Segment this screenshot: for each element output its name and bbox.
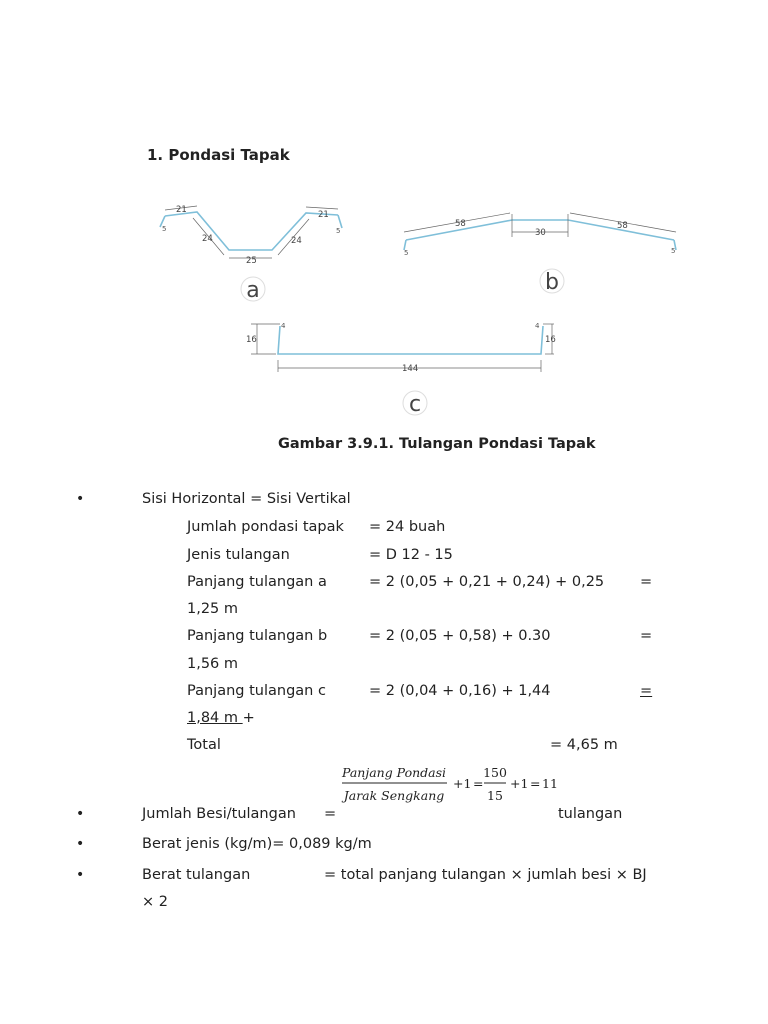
formula-denominator-2: 15 [487,788,503,803]
rebar-a-label: a [246,278,260,303]
formula-eq2: = [530,776,541,791]
rebar-a-drawing [160,212,342,250]
bullet-2: • [76,806,85,822]
row-b-label: Panjang tulangan b [187,628,328,644]
formula-result: 11 [542,776,558,791]
bullet-4: • [76,867,85,883]
bullet-1: • [76,491,85,507]
row-jenis-value: = D 12 - 15 [369,547,453,563]
row-c-eq: = [640,683,653,699]
row-a-label: Panjang tulangan a [187,574,327,590]
row-b-value: = 2 (0,05 + 0,58) + 0.30 [369,628,551,644]
row-jenis-label: Jenis tulangan [187,547,290,563]
formula-eq1: = [473,776,484,791]
rebar-a-end-left: 5 [162,225,167,233]
rebar-b-label: b [545,270,559,295]
row-c-value: = 2 (0,04 + 0,16) + 1,44 [369,683,551,699]
rebar-a-dim-2: 24 [202,234,213,244]
berat-tulangan-value: = total panjang tulangan × jumlah besi × BJ [324,867,647,883]
rebar-c-end-right: 4 [535,322,540,330]
formula-numerator: Panjang Pondasi [341,765,447,780]
row-a-eq: = [640,574,653,590]
rebar-a-dim-1: 21 [176,205,187,215]
row-c-label: Panjang tulangan c [187,683,326,699]
formula-jumlah-besi [340,764,570,806]
rebar-b-dim-1: 58 [455,219,466,229]
bullet-3: • [76,836,85,852]
jumlah-besi-label: Jumlah Besi/tulangan [142,806,296,822]
berat-tulangan-cont: × 2 [142,894,168,910]
row-a-result: 1,25 m [187,601,239,617]
jumlah-besi-unit: tulangan [558,806,623,822]
rebar-c-dim-2: 144 [402,364,419,374]
rebar-b-end-right: 5 [671,247,676,255]
figure-rebar-drawings [0,0,768,430]
row-total-value: = 4,65 m [550,737,618,753]
rebar-a-dim-5: 21 [318,210,329,220]
row-c-result: 1,84 m [187,710,243,726]
rebar-c-end-left: 4 [281,322,286,330]
rebar-c-dim-3: 16 [545,335,556,345]
rebar-c-drawing [278,326,543,354]
berat-jenis-text: Berat jenis (kg/m)= 0,089 kg/m [142,836,372,852]
figure-caption: Gambar 3.9.1. Tulangan Pondasi Tapak [278,436,596,452]
row-c-plus: + [242,710,255,726]
formula-denominator: Jarak Sengkang [343,788,445,803]
rebar-a-dim-4: 24 [291,236,302,246]
row-a-value: = 2 (0,05 + 0,21 + 0,24) + 0,25 [369,574,605,590]
formula-plus2: +1 [510,776,529,791]
rebar-b-end-left: 5 [404,249,409,257]
section-heading: 1. Pondasi Tapak [147,146,290,164]
rebar-c-label: c [408,392,422,417]
rebar-a-dim-3: 25 [246,256,257,266]
formula-plus1: +1 [453,776,472,791]
row-jumlah-label: Jumlah pondasi tapak [187,519,344,535]
formula-numerator-2: 150 [483,765,507,780]
row-b-eq: = [640,628,653,644]
rebar-a-end-right: 5 [336,227,341,235]
jumlah-besi-eq: = [324,806,337,822]
row-b-result: 1,56 m [187,656,239,672]
rebar-b-dim-2: 30 [535,228,546,238]
rebar-c-dim-1: 16 [246,335,257,345]
rebar-b-dim-3: 58 [617,221,628,231]
berat-tulangan-label: Berat tulangan [142,867,251,883]
row-total-label: Total [187,737,221,753]
row-jumlah-value: = 24 buah [369,519,446,535]
sisi-title: Sisi Horizontal = Sisi Vertikal [142,491,351,507]
